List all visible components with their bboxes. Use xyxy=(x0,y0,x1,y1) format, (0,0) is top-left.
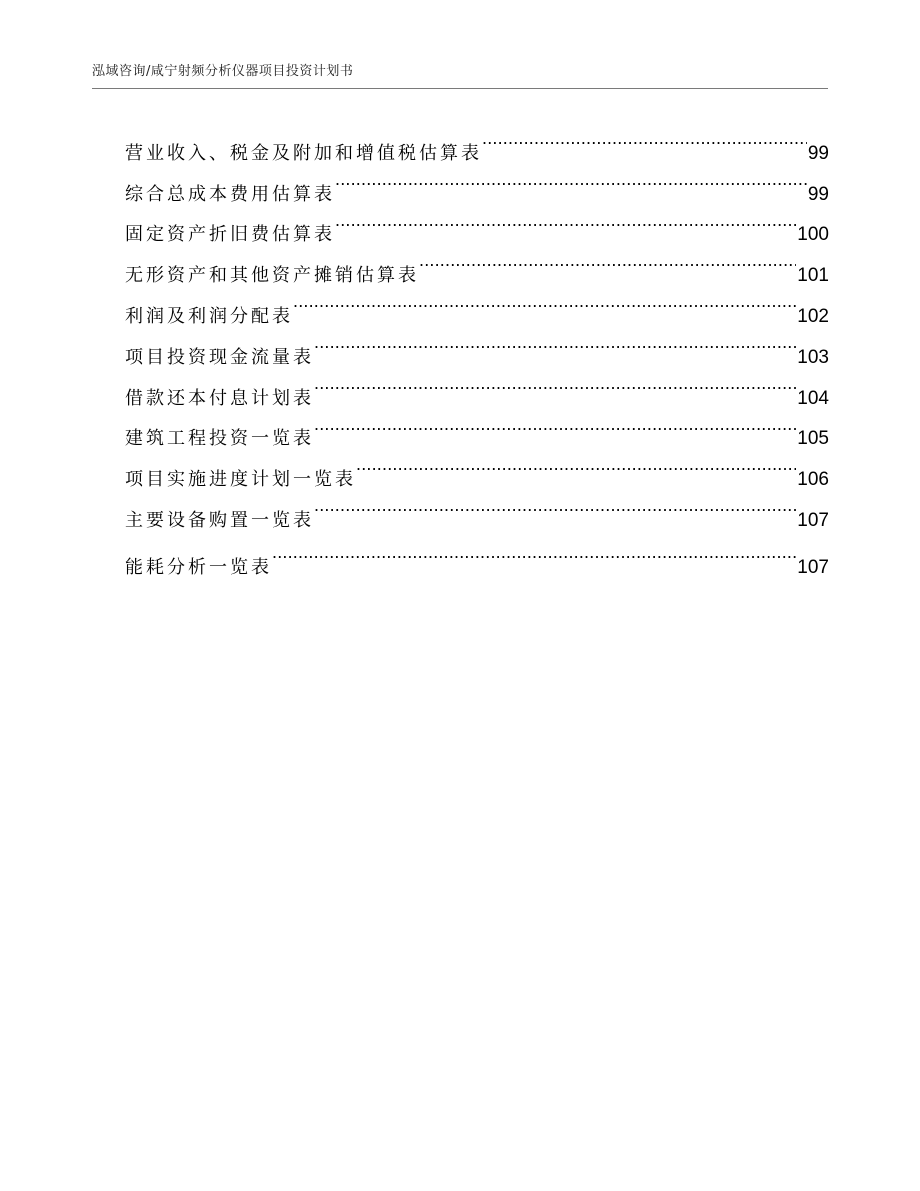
toc-entry-title: 营业收入、税金及附加和增值税估算表 xyxy=(125,142,482,164)
toc-entry-title: 固定资产折旧费估算表 xyxy=(125,224,335,246)
toc-entry-title: 无形资产和其他资产摊销估算表 xyxy=(125,265,419,287)
toc-entry-page: 100 xyxy=(797,224,829,246)
toc-entry-page: 105 xyxy=(797,428,829,450)
toc-dot-leader xyxy=(314,485,796,526)
toc-dot-leader xyxy=(293,281,796,322)
table-of-contents xyxy=(125,118,829,578)
toc-entry-title: 项目实施进度计划一览表 xyxy=(125,469,356,491)
toc-dot-leader xyxy=(314,363,796,404)
running-header: 泓域咨询/咸宁射频分析仪器项目投资计划书 xyxy=(92,64,354,79)
toc-dot-leader xyxy=(335,159,807,200)
toc-dot-leader xyxy=(419,240,796,281)
toc-entry-page: 107 xyxy=(797,509,829,531)
toc-entry-page: 104 xyxy=(797,387,829,409)
toc-entry-page: 102 xyxy=(797,305,829,327)
toc-entry-title: 建筑工程投资一览表 xyxy=(125,428,314,450)
toc-entry-title: 主要设备购置一览表 xyxy=(125,509,314,531)
toc-entry-page: 107 xyxy=(797,556,829,578)
toc-entry-title: 项目投资现金流量表 xyxy=(125,346,314,368)
toc-entry-page: 99 xyxy=(807,142,829,164)
toc-dot-leader xyxy=(356,444,796,485)
toc-entry[interactable] xyxy=(125,118,829,164)
toc-entry-page: 99 xyxy=(807,183,829,205)
toc-entry-page: 103 xyxy=(797,346,829,368)
toc-entry-page: 101 xyxy=(797,265,829,287)
toc-dot-leader xyxy=(482,118,807,159)
toc-entry-page: 106 xyxy=(797,469,829,491)
header-divider xyxy=(92,88,828,89)
toc-entry-title: 综合总成本费用估算表 xyxy=(125,183,335,205)
toc-dot-leader xyxy=(335,200,796,241)
toc-entry-title: 利润及利润分配表 xyxy=(125,305,293,327)
toc-entry-title: 能耗分析一览表 xyxy=(125,556,272,578)
toc-entry-title: 借款还本付息计划表 xyxy=(125,387,314,409)
toc-dot-leader xyxy=(314,322,796,363)
toc-dot-leader xyxy=(272,532,796,573)
toc-dot-leader xyxy=(314,404,796,445)
